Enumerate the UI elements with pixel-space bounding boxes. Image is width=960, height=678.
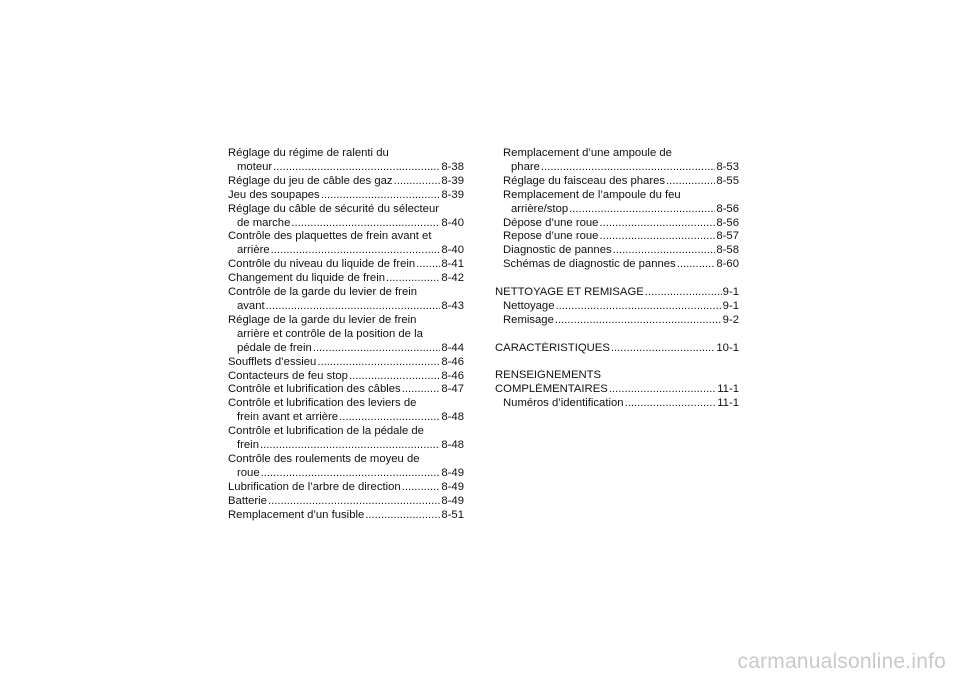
toc-entry-title: moteur [237, 160, 273, 173]
toc-entry-title: CARACTÉRISTIQUES [495, 341, 610, 354]
dot-leader [321, 189, 441, 203]
toc-page-number: 8-56 [716, 202, 739, 215]
toc-page-number: 8-39 [441, 174, 464, 187]
toc-page-number: 11-1 [717, 383, 739, 396]
dot-leader [317, 356, 440, 370]
toc-page-number: 8-60 [716, 258, 739, 271]
toc-page-number: 8-40 [441, 244, 464, 257]
toc-entry[interactable] [228, 272, 464, 286]
toc-entry-title: Contacteurs de feu stop [228, 369, 348, 382]
toc-entry[interactable] [495, 397, 739, 411]
toc-page-number: 8-46 [441, 355, 464, 368]
dot-leader [416, 258, 440, 272]
dot-leader [666, 175, 715, 189]
toc-page-number: 8-42 [441, 272, 464, 285]
dot-leader [313, 342, 441, 356]
toc-page-number: 8-38 [441, 160, 464, 173]
toc-page-number: 8-39 [441, 188, 464, 201]
toc-entry[interactable] [495, 300, 739, 314]
dot-leader [613, 244, 716, 258]
dot-leader [339, 411, 440, 425]
toc-page-number: 8-51 [441, 508, 464, 521]
toc-entry[interactable] [495, 258, 739, 272]
toc-entry-title: Contrôle des roulements de moyeu de [228, 452, 420, 465]
toc-page-number: 8-48 [441, 439, 464, 452]
toc-page-number: 8-44 [441, 341, 464, 354]
dot-leader [611, 342, 716, 356]
toc-entry-title: Remplacement d’une ampoule de [503, 147, 672, 159]
toc-page-number: 8-48 [441, 411, 464, 424]
toc-entry-title: Contrôle des plaquettes de frein avant et [228, 230, 432, 243]
toc-entry-title: Soufflets d’essieu [228, 355, 317, 368]
toc-entry[interactable] [495, 217, 739, 231]
dot-leader [555, 314, 722, 328]
toc-page-number: 8-58 [716, 244, 739, 257]
toc-entry-title: Remisage [503, 313, 554, 326]
toc-entry[interactable] [228, 175, 464, 189]
toc-entry[interactable] [495, 286, 739, 300]
toc-entry[interactable] [495, 230, 739, 244]
toc-page-number: 11-1 [717, 397, 739, 410]
dot-leader [266, 300, 441, 314]
toc-entry[interactable] [228, 203, 464, 231]
toc-entry-title: frein [237, 439, 259, 452]
toc-entry-title: Réglage du jeu de câble des gaz [228, 174, 393, 187]
toc-page-number: 8-46 [441, 369, 464, 382]
toc-entry-title: roue [237, 466, 260, 479]
toc-entry[interactable] [495, 147, 739, 175]
toc-entry[interactable] [495, 189, 739, 217]
toc-entry[interactable] [228, 397, 464, 425]
toc-page-number: 10-1 [716, 341, 739, 354]
toc-entry-title: Schémas de diagnostic de pannes [503, 258, 676, 271]
toc-entry-title: de marche [237, 216, 291, 229]
toc-entry-title: COMPLÉMENTAIRES [495, 383, 608, 396]
toc-entry[interactable] [228, 356, 464, 370]
toc-entry-title: Réglage du régime de ralenti du [228, 147, 389, 159]
toc-page-number: 9-2 [722, 313, 739, 326]
toc-entry-title: arrière et contrôle de la position de la [237, 327, 423, 340]
toc-entry-title: Repose d’une roue [503, 230, 599, 243]
dot-leader [599, 230, 715, 244]
toc-entry-title: Dépose d’une roue [503, 216, 599, 229]
toc-entry[interactable] [228, 383, 464, 397]
toc-entry-title: Contrôle et lubrification des leviers de [228, 397, 417, 410]
dot-leader [260, 439, 440, 453]
toc-page-number: 8-49 [441, 466, 464, 479]
toc-page-number: 8-55 [716, 174, 739, 187]
toc-entry[interactable] [228, 258, 464, 272]
toc-entry-title: Jeu des soupapes [228, 188, 320, 201]
dot-leader [261, 467, 441, 481]
dot-leader [569, 203, 715, 217]
toc-entry[interactable] [228, 495, 464, 509]
toc-entry-title: Remplacement de l’ampoule du feu [503, 188, 681, 201]
dot-leader [599, 217, 715, 231]
toc-page-number: 8-41 [441, 258, 464, 271]
dot-leader [677, 258, 716, 272]
toc-page-number: 9-1 [722, 286, 739, 299]
toc-page-number: 8-56 [716, 216, 739, 229]
toc-entry-title: Diagnostic de pannes [503, 244, 612, 257]
toc-page-number: 8-57 [716, 230, 739, 243]
watermark: carmanualsonline.info [737, 650, 946, 673]
dot-leader [365, 509, 440, 523]
toc-entry[interactable] [228, 189, 464, 203]
toc-entry[interactable] [228, 286, 464, 314]
toc-entry-title: Contrôle et lubrification de la pédale de [228, 425, 424, 438]
dot-leader [556, 300, 722, 314]
toc-entry-title: Contrôle du niveau du liquide de frein [228, 258, 416, 271]
dot-leader [625, 397, 717, 411]
toc-entry[interactable] [495, 244, 739, 258]
toc-entry-title: Contrôle et lubrification des câbles [228, 383, 401, 396]
toc-entry[interactable] [228, 481, 464, 495]
dot-leader [394, 175, 441, 189]
toc-entry-title: arrière [237, 244, 270, 257]
toc-entry-title: Contrôle de la garde du levier de frein [228, 286, 418, 299]
toc-entry-title: Numéros d’identification [503, 397, 624, 410]
toc-gap [495, 356, 739, 370]
toc-gap [495, 328, 739, 342]
toc-entry-title: arrière/stop [511, 202, 569, 215]
toc-right-column [495, 147, 739, 411]
toc-entry-title: RENSEIGNEMENTS [495, 369, 602, 382]
toc-entry-title: Changement du liquide de frein [228, 272, 386, 285]
toc-entry[interactable] [228, 147, 464, 175]
toc-entry[interactable] [228, 370, 464, 384]
toc-entry[interactable] [495, 175, 739, 189]
toc-left-column [228, 147, 464, 522]
toc-page-number: 8-47 [441, 383, 464, 396]
toc-entry-title: pédale de frein [237, 341, 312, 354]
toc-entry[interactable] [495, 314, 739, 328]
toc-page-number: 8-49 [441, 494, 464, 507]
toc-entry[interactable] [228, 230, 464, 258]
toc-entry-title: NETTOYAGE ET REMISAGE [495, 286, 644, 299]
toc-entry-title: Lubrification de l’arbre de direction [228, 480, 401, 493]
toc-entry-title: frein avant et arrière [237, 411, 339, 424]
toc-entry-title: avant [237, 299, 265, 312]
toc-page-number: 8-43 [441, 299, 464, 312]
toc-entry-title: Remplacement d’un fusible [228, 508, 365, 521]
toc-entry[interactable] [228, 425, 464, 453]
dot-leader [609, 383, 716, 397]
toc-entry-title: Réglage de la garde du levier de frein [228, 313, 417, 326]
toc-entry-title: Batterie [228, 494, 267, 507]
toc-entry[interactable] [228, 314, 464, 356]
dot-leader [291, 217, 440, 231]
toc-entry[interactable] [228, 509, 464, 523]
dot-leader [386, 272, 440, 286]
toc-entry[interactable] [495, 369, 739, 397]
toc-entry[interactable] [495, 342, 739, 356]
toc-entry-title: phare [511, 160, 540, 173]
toc-page-number: 9-1 [722, 299, 739, 312]
toc-page-number: 8-40 [441, 216, 464, 229]
toc-entry-title: Réglage du câble de sécurité du sélecteur [228, 202, 440, 215]
toc-entry-title: Nettoyage [503, 299, 555, 312]
toc-entry-title: Réglage du faisceau des phares [503, 174, 666, 187]
toc-page-number: 8-53 [716, 160, 739, 173]
dot-leader [349, 370, 440, 384]
toc-entry[interactable] [228, 453, 464, 481]
dot-leader [645, 286, 722, 300]
toc-page-number: 8-49 [441, 480, 464, 493]
dot-leader [273, 161, 440, 175]
dot-leader [402, 481, 441, 495]
dot-leader [268, 495, 440, 509]
dot-leader [402, 383, 441, 397]
dot-leader [541, 161, 715, 175]
toc-gap [495, 272, 739, 286]
dot-leader [271, 244, 441, 258]
